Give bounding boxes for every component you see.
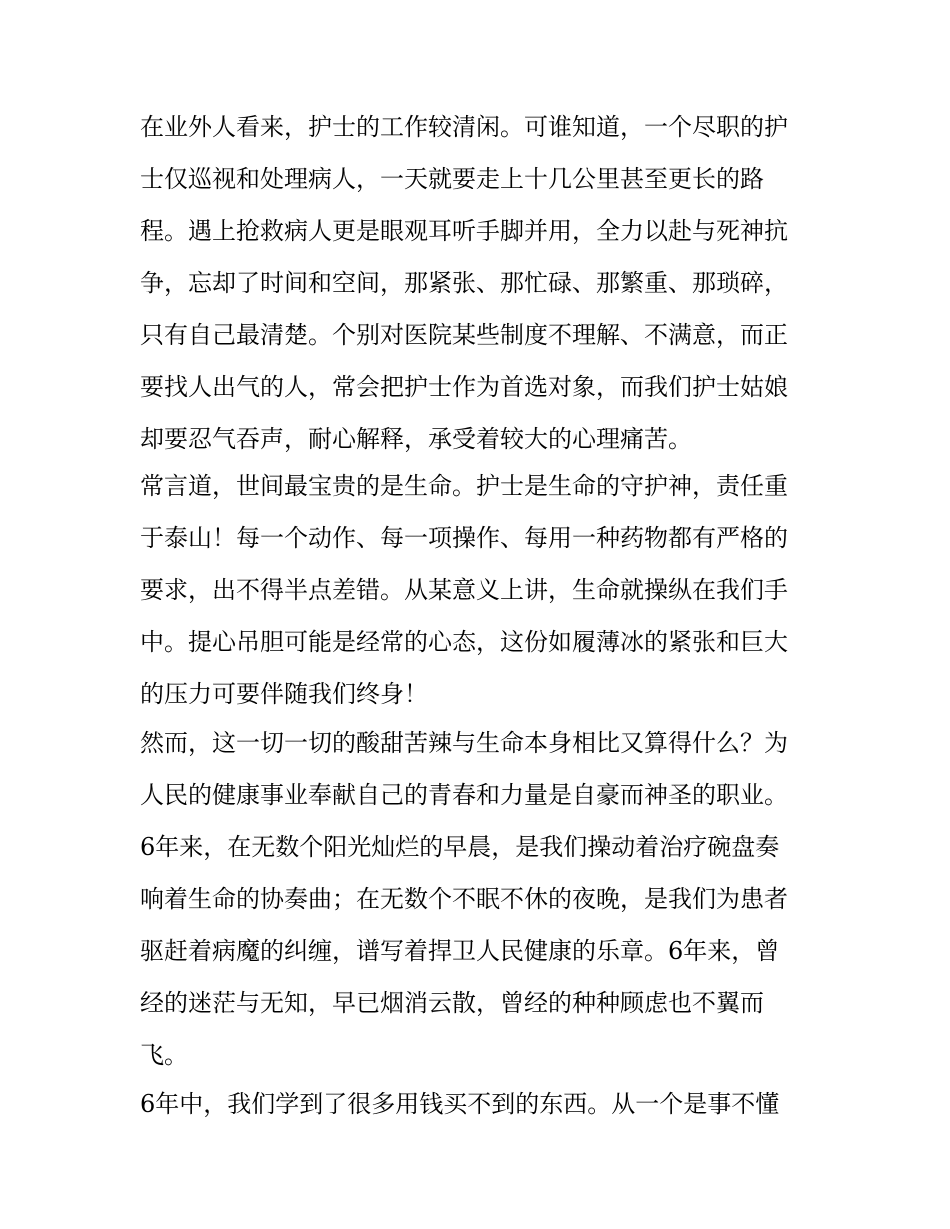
text-line: 6年来，在无数个阳光灿烂的早晨，是我们操动着治疗碗盘奏 — [140, 833, 780, 861]
text-line: 却要忍气吞声，耐心解释，承受着较大的心理痛苦。 — [140, 425, 692, 453]
text-line: 于泰山！每一个动作、每一项操作、每用一种药物都有严格的 — [140, 524, 788, 552]
text-line: 争，忘却了时间和空间，那紧张、那忙碌、那繁重、那琐碎， — [140, 269, 788, 297]
text-line: 只有自己最清楚。个别对医院某些制度不理解、不满意，而正 — [140, 321, 788, 349]
text-line: 在业外人看来，护士的工作较清闲。可谁知道，一个尽职的护 — [140, 113, 788, 141]
text-line: 要找人出气的人，常会把护士作为首选对象，而我们护士姑娘 — [140, 373, 788, 401]
text-line: 人民的健康事业奉献自己的青春和力量是自豪而神圣的职业。 — [140, 781, 788, 809]
text-line: 飞。 — [140, 1041, 188, 1069]
text-line: 6年中，我们学到了很多用钱买不到的东西。从一个是事不懂 — [140, 1090, 780, 1118]
text-line: 中。提心吊胆可能是经常的心态，这份如履薄冰的紧张和巨大 — [140, 628, 788, 656]
text-line: 经的迷茫与无知，早已烟消云散，曾经的种种顾虑也不翼而 — [140, 989, 764, 1017]
text-line: 驱赶着病魔的纠缠，谱写着捍卫人民健康的乐章。6年来，曾 — [140, 937, 780, 965]
text-line: 的压力可要伴随我们终身！ — [140, 680, 428, 708]
text-line: 要求，出不得半点差错。从某意义上讲，生命就操纵在我们手 — [140, 576, 788, 604]
text-line: 响着生命的协奏曲；在无数个不眠不休的夜晚，是我们为患者 — [140, 885, 788, 913]
text-line: 然而，这一切一切的酸甜苦辣与生命本身相比又算得什么？为 — [140, 729, 788, 757]
text-line: 程。遇上抢救病人更是眼观耳听手脚并用，全力以赴与死神抗 — [140, 217, 788, 245]
text-line: 士仅巡视和处理病人，一天就要走上十几公里甚至更长的路 — [140, 165, 764, 193]
text-line: 常言道，世间最宝贵的是生命。护士是生命的守护神，责任重 — [140, 472, 788, 500]
